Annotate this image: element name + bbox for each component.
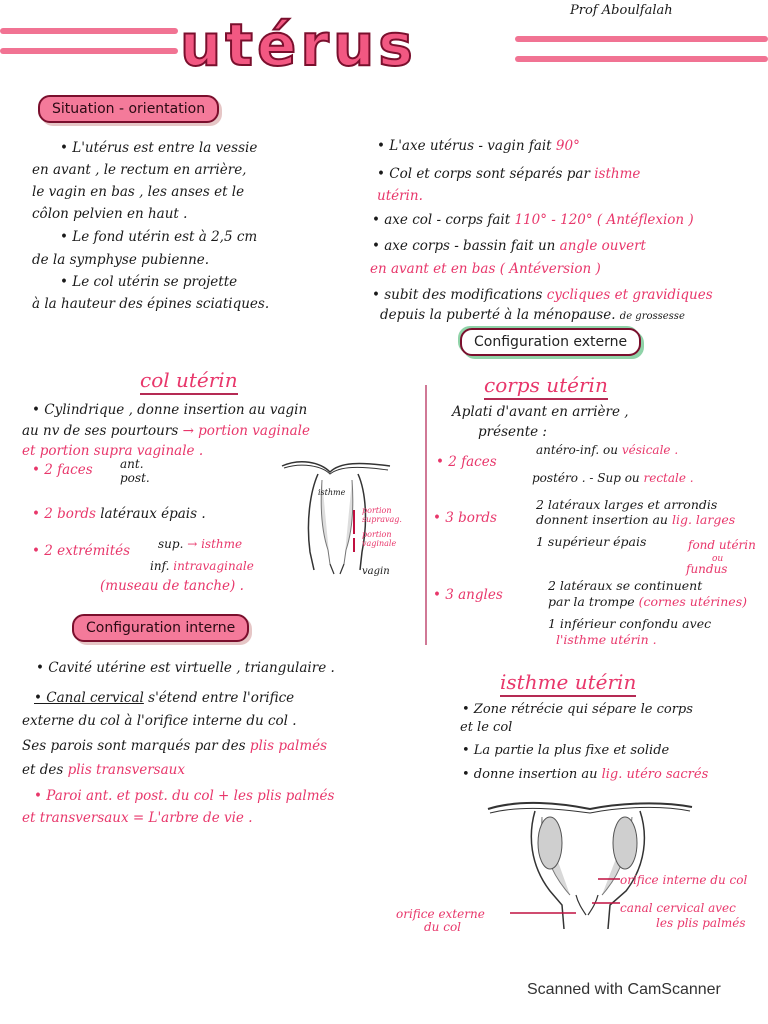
col-ext-inf: inf. (150, 559, 170, 573)
col-museau: (museau de tanche) . (100, 578, 244, 594)
interne-text: • Canal cervical (34, 690, 144, 706)
fig-canal-cervical: canal cervical avec (620, 901, 736, 915)
corps-text: 1 inférieur confondu avec (548, 616, 712, 631)
interne-highlight: plis transversaux (67, 762, 185, 778)
isthme-highlight: lig. utéro sacrés (601, 767, 709, 782)
col-face-ant: ant. (120, 457, 144, 471)
corps-faces: • 2 faces (436, 454, 497, 470)
corps-fundus: fundus (686, 562, 728, 576)
sit-right-text: • axe corps - bassin fait un (372, 238, 556, 254)
sit-right-text: • axe col - corps fait (372, 212, 511, 228)
sit-right-text: • Col et corps sont séparés par (377, 166, 590, 182)
sit-right-highlight: ( Antéflexion ) (596, 212, 694, 228)
fig-isthme: isthme (318, 488, 346, 497)
col-highlight: → portion vaginale (182, 423, 310, 439)
header-stripe-left-1 (0, 28, 178, 34)
scanner-watermark: Scanned with CamScanner (527, 981, 721, 998)
col-text: latéraux épais . (100, 506, 206, 522)
isthme-line: et le col (460, 720, 513, 735)
interne-highlight: plis palmés (249, 738, 328, 754)
corps-highlight: lig. larges (671, 512, 736, 527)
sit-right-text: • subit des modifications (372, 287, 543, 303)
sit-right-highlight: utérin. (377, 188, 423, 204)
sit-left-line: en avant , le rectum en arrière, (32, 162, 247, 178)
sit-right-highlight: 90° (555, 138, 580, 154)
col-faces: • 2 faces (32, 462, 93, 478)
corps-ou: ou (712, 554, 724, 564)
corps-angles: • 3 angles (433, 587, 503, 603)
sit-right-highlight: isthme (594, 166, 641, 182)
corps-uterin-heading: corps utérin (484, 373, 608, 400)
corps-highlight: l'isthme utérin . (556, 632, 657, 647)
corps-bords: • 3 bords (433, 510, 497, 526)
fig-orifice-externe: orifice externe (396, 907, 485, 921)
sit-right-highlight: angle ouvert (559, 238, 646, 254)
col-text: au nv de ses pourtours (22, 423, 179, 439)
col-line: • Cylindrique , donne insertion au vagin (32, 402, 308, 418)
page-title: utérus (180, 11, 417, 79)
header-stripe-left-2 (0, 48, 178, 54)
corps-highlight: vésicale . (621, 443, 679, 457)
interne-text: s'étend entre l'orifice (148, 690, 295, 706)
author: Prof Aboulfalah (570, 3, 673, 18)
sit-right-highlight: 110° - 120° (514, 212, 593, 228)
corps-text: donnent insertion au (536, 512, 668, 527)
interne-line: externe du col à l'orifice interne du col . (22, 713, 297, 729)
config-interne-badge: Configuration interne (72, 614, 249, 642)
fig-supravag: portion supravag. (362, 506, 402, 524)
corps-line: Aplati d'avant en arrière , (452, 404, 629, 420)
sit-left-line: • Le col utérin se projette (60, 274, 238, 290)
interne-text: et des (22, 762, 64, 778)
fig-vaginale: portion vaginale (362, 530, 397, 548)
corps-text: par la trompe (548, 594, 635, 609)
corps-text: 2 latéraux se continuent (548, 578, 703, 593)
corps-fond: fond utérin (688, 538, 756, 552)
isthme-line: • Zone rétrécie qui sépare le corps (462, 702, 693, 717)
corps-line: présente : (478, 424, 547, 440)
fig-vagin: vagin (362, 566, 390, 577)
sit-left-line: le vagin en bas , les anses et le (32, 184, 245, 200)
col-bords: • 2 bords (32, 506, 96, 522)
corps-text: 1 supérieur épais (536, 534, 647, 549)
col-highlight: intravaginale (173, 559, 254, 573)
sit-right-highlight: cycliques et gravidiques (546, 287, 713, 303)
interne-highlight: • Paroi ant. et post. du col + les plis palmés (34, 788, 335, 804)
isthme-line: • La partie la plus fixe et solide (462, 743, 670, 758)
fig-plis-palmes: les plis palmés (656, 916, 746, 930)
fig-du-col: du col (424, 920, 462, 934)
interne-text: Ses parois sont marqués par des (22, 738, 246, 754)
corps-text: antéro-inf. ou (536, 443, 618, 457)
col-extremites: • 2 extrémités (32, 543, 131, 559)
header-stripe-right-1 (515, 36, 768, 42)
isthme-heading: isthme utérin (500, 670, 636, 697)
col-uterin-heading: col utérin (140, 368, 238, 395)
column-divider (425, 385, 427, 645)
interne-highlight: et transversaux = L'arbre de vie . (22, 810, 253, 826)
col-ext-sup: sup. (158, 537, 184, 551)
col-highlight: et portion supra vaginale . (22, 443, 204, 459)
sit-right-highlight: en avant et en bas ( Antéversion ) (370, 261, 601, 277)
sit-right-text: depuis la puberté à la ménopause. (380, 307, 616, 323)
corps-text: 2 latéraux larges et arrondis (536, 497, 718, 512)
sit-left-line: • Le fond utérin est à 2,5 cm (60, 229, 258, 245)
sit-left-line: • L'utérus est entre la vessie (60, 140, 258, 156)
col-highlight: → isthme (187, 537, 243, 551)
corps-text: postéro . - Sup ou (532, 471, 640, 485)
header-stripe-right-2 (515, 56, 768, 62)
config-externe-badge: Configuration externe (460, 328, 641, 356)
fig-orifice-interne: orifice interne du col (620, 873, 748, 887)
sit-left-line: à la hauteur des épines sciatiques. (32, 296, 270, 312)
sit-right-text: • L'axe utérus - vagin fait (377, 138, 552, 154)
corps-highlight: rectale . (643, 471, 694, 485)
isthme-text: • donne insertion au (462, 767, 598, 782)
col-face-post: post. (120, 471, 150, 485)
situation-badge: Situation - orientation (38, 95, 219, 123)
sit-left-line: de la symphyse pubienne. (32, 252, 210, 268)
sit-left-line: côlon pelvien en haut . (32, 206, 188, 222)
sit-right-text: de grossesse (619, 311, 685, 322)
interne-line: • Cavité utérine est virtuelle , triangulaire . (36, 660, 335, 676)
corps-highlight: (cornes utérines) (638, 594, 747, 609)
